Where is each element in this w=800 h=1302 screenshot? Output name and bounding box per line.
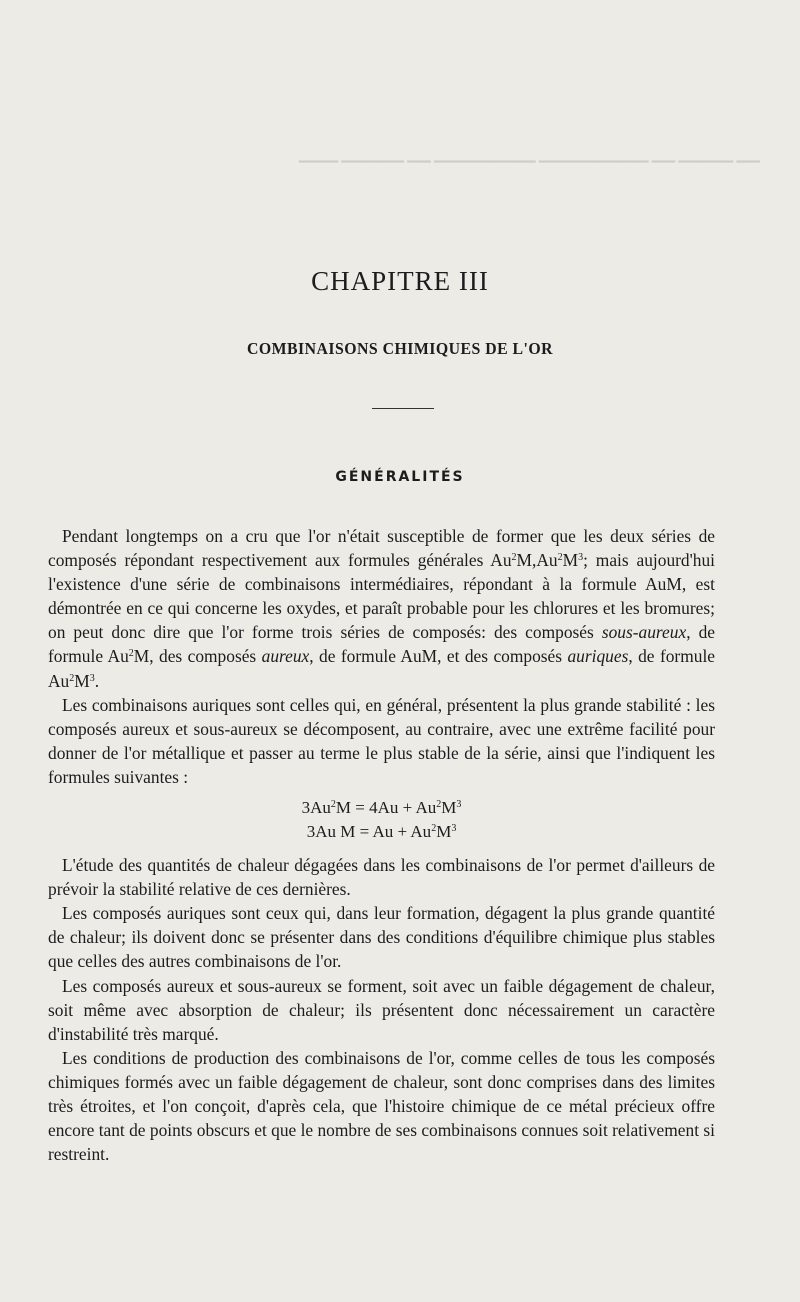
italic-term: auriques	[567, 646, 629, 667]
text-run: Les composés aureux et sous-aureux se forment, soit avec un faible dégagement de chaleur, soit même avec absorption de chaleur; ils présentent donc nécessairement un caractère d'instabilité très marqué.	[48, 975, 715, 1044]
paragraph	[48, 524, 715, 693]
paragraph	[48, 853, 715, 901]
section-title: GÉNÉRALITÉS	[335, 469, 465, 485]
superscript: 2	[128, 648, 134, 660]
superscript: 2	[69, 672, 75, 684]
chemical-formulas	[48, 796, 715, 844]
formula-line	[48, 796, 715, 820]
superscript: 3	[456, 799, 462, 811]
divider-rule	[372, 408, 434, 409]
text-run: M,Au	[516, 550, 558, 571]
text-run: Les conditions de production des combinaisons de l'or, comme celles de tous les composés chimiques formés avec un faible dégagement de chaleur, sont donc comprises dans des limites très étroites, et l'on conçoit, d'après cela, que l'histoire chimique de ce métal précieux offre encore tant de points obscurs et que le nombre de ses combinaisons connues soit relativement si restreint.	[48, 1047, 715, 1165]
superscript: 3	[89, 672, 95, 684]
paragraph	[48, 974, 715, 1046]
text-run: M	[441, 798, 457, 818]
text-run: L'étude des quantités de chaleur dégagées dans les combinaisons de l'or permet d'ailleurs de prévoir la stabilité relative de ces dernières.	[48, 855, 715, 900]
text-run: , de formule Au	[48, 622, 715, 667]
text-run: , de formule AuM, et des composés	[309, 646, 568, 667]
text-run: .	[94, 670, 100, 691]
text-run: Les composés auriques sont ceux qui, dans leur formation, dégagent la plus grande quantité de chaleur; ils doivent donc se présenter dans des conditions d'équilibre chimique plus stables que celles des autres combinaisons de l'or.	[48, 903, 715, 972]
superscript: 2	[431, 823, 437, 835]
text-run: 3Au M = Au + Au	[306, 822, 432, 842]
text-run: Pendant longtemps on a cru que l'or n'était susceptible de former que les deux séries de composés répondant respectivement aux formules générales Au	[48, 526, 715, 571]
text-run: , de formule Au	[48, 646, 715, 691]
text-run: M	[562, 550, 579, 571]
italic-term: aureux	[261, 646, 310, 667]
text-run: M = 4Au + Au	[335, 798, 437, 818]
text-run: ; mais aujourd'hui l'existence d'une série de combinaisons intermédiaires, répondant à la formule AuM, est démontrée en ce qui concerne les oxydes, et paraît probable pour les chlorures et les bromures; on peut donc dire que l'or forme trois séries de composés: des composés	[48, 550, 715, 643]
superscript: 2	[511, 552, 517, 564]
superscript: 2	[557, 552, 563, 564]
text-run: M	[74, 670, 90, 691]
italic-term: sous-aureux	[601, 622, 687, 643]
text-run: M, des composés	[133, 646, 262, 667]
superscript: 3	[451, 823, 457, 835]
superscript: 2	[436, 799, 442, 811]
formula-line	[48, 820, 715, 844]
superscript: 3	[578, 552, 584, 564]
superscript: 2	[330, 799, 336, 811]
body-text	[48, 524, 715, 1166]
text-run: Les combinaisons auriques sont celles qui, en général, présentent la plus grande stabilité : les composés aureux et sous-aureux se décomposent, au contraire, avec une extrême facilité pour donner de l'or métallique et passer au terme le plus stable de la série, ainsi que l'indiquent les formules suivantes :	[48, 694, 715, 787]
text-run: M	[436, 822, 452, 842]
paragraph	[48, 901, 715, 973]
text-run: 3Au	[301, 798, 331, 818]
chapter-title: CHAPITRE III	[311, 266, 489, 296]
paragraph	[48, 1046, 715, 1166]
paragraph	[48, 693, 715, 789]
chapter-subtitle: COMBINAISONS CHIMIQUES DE L'OR	[246, 339, 554, 358]
